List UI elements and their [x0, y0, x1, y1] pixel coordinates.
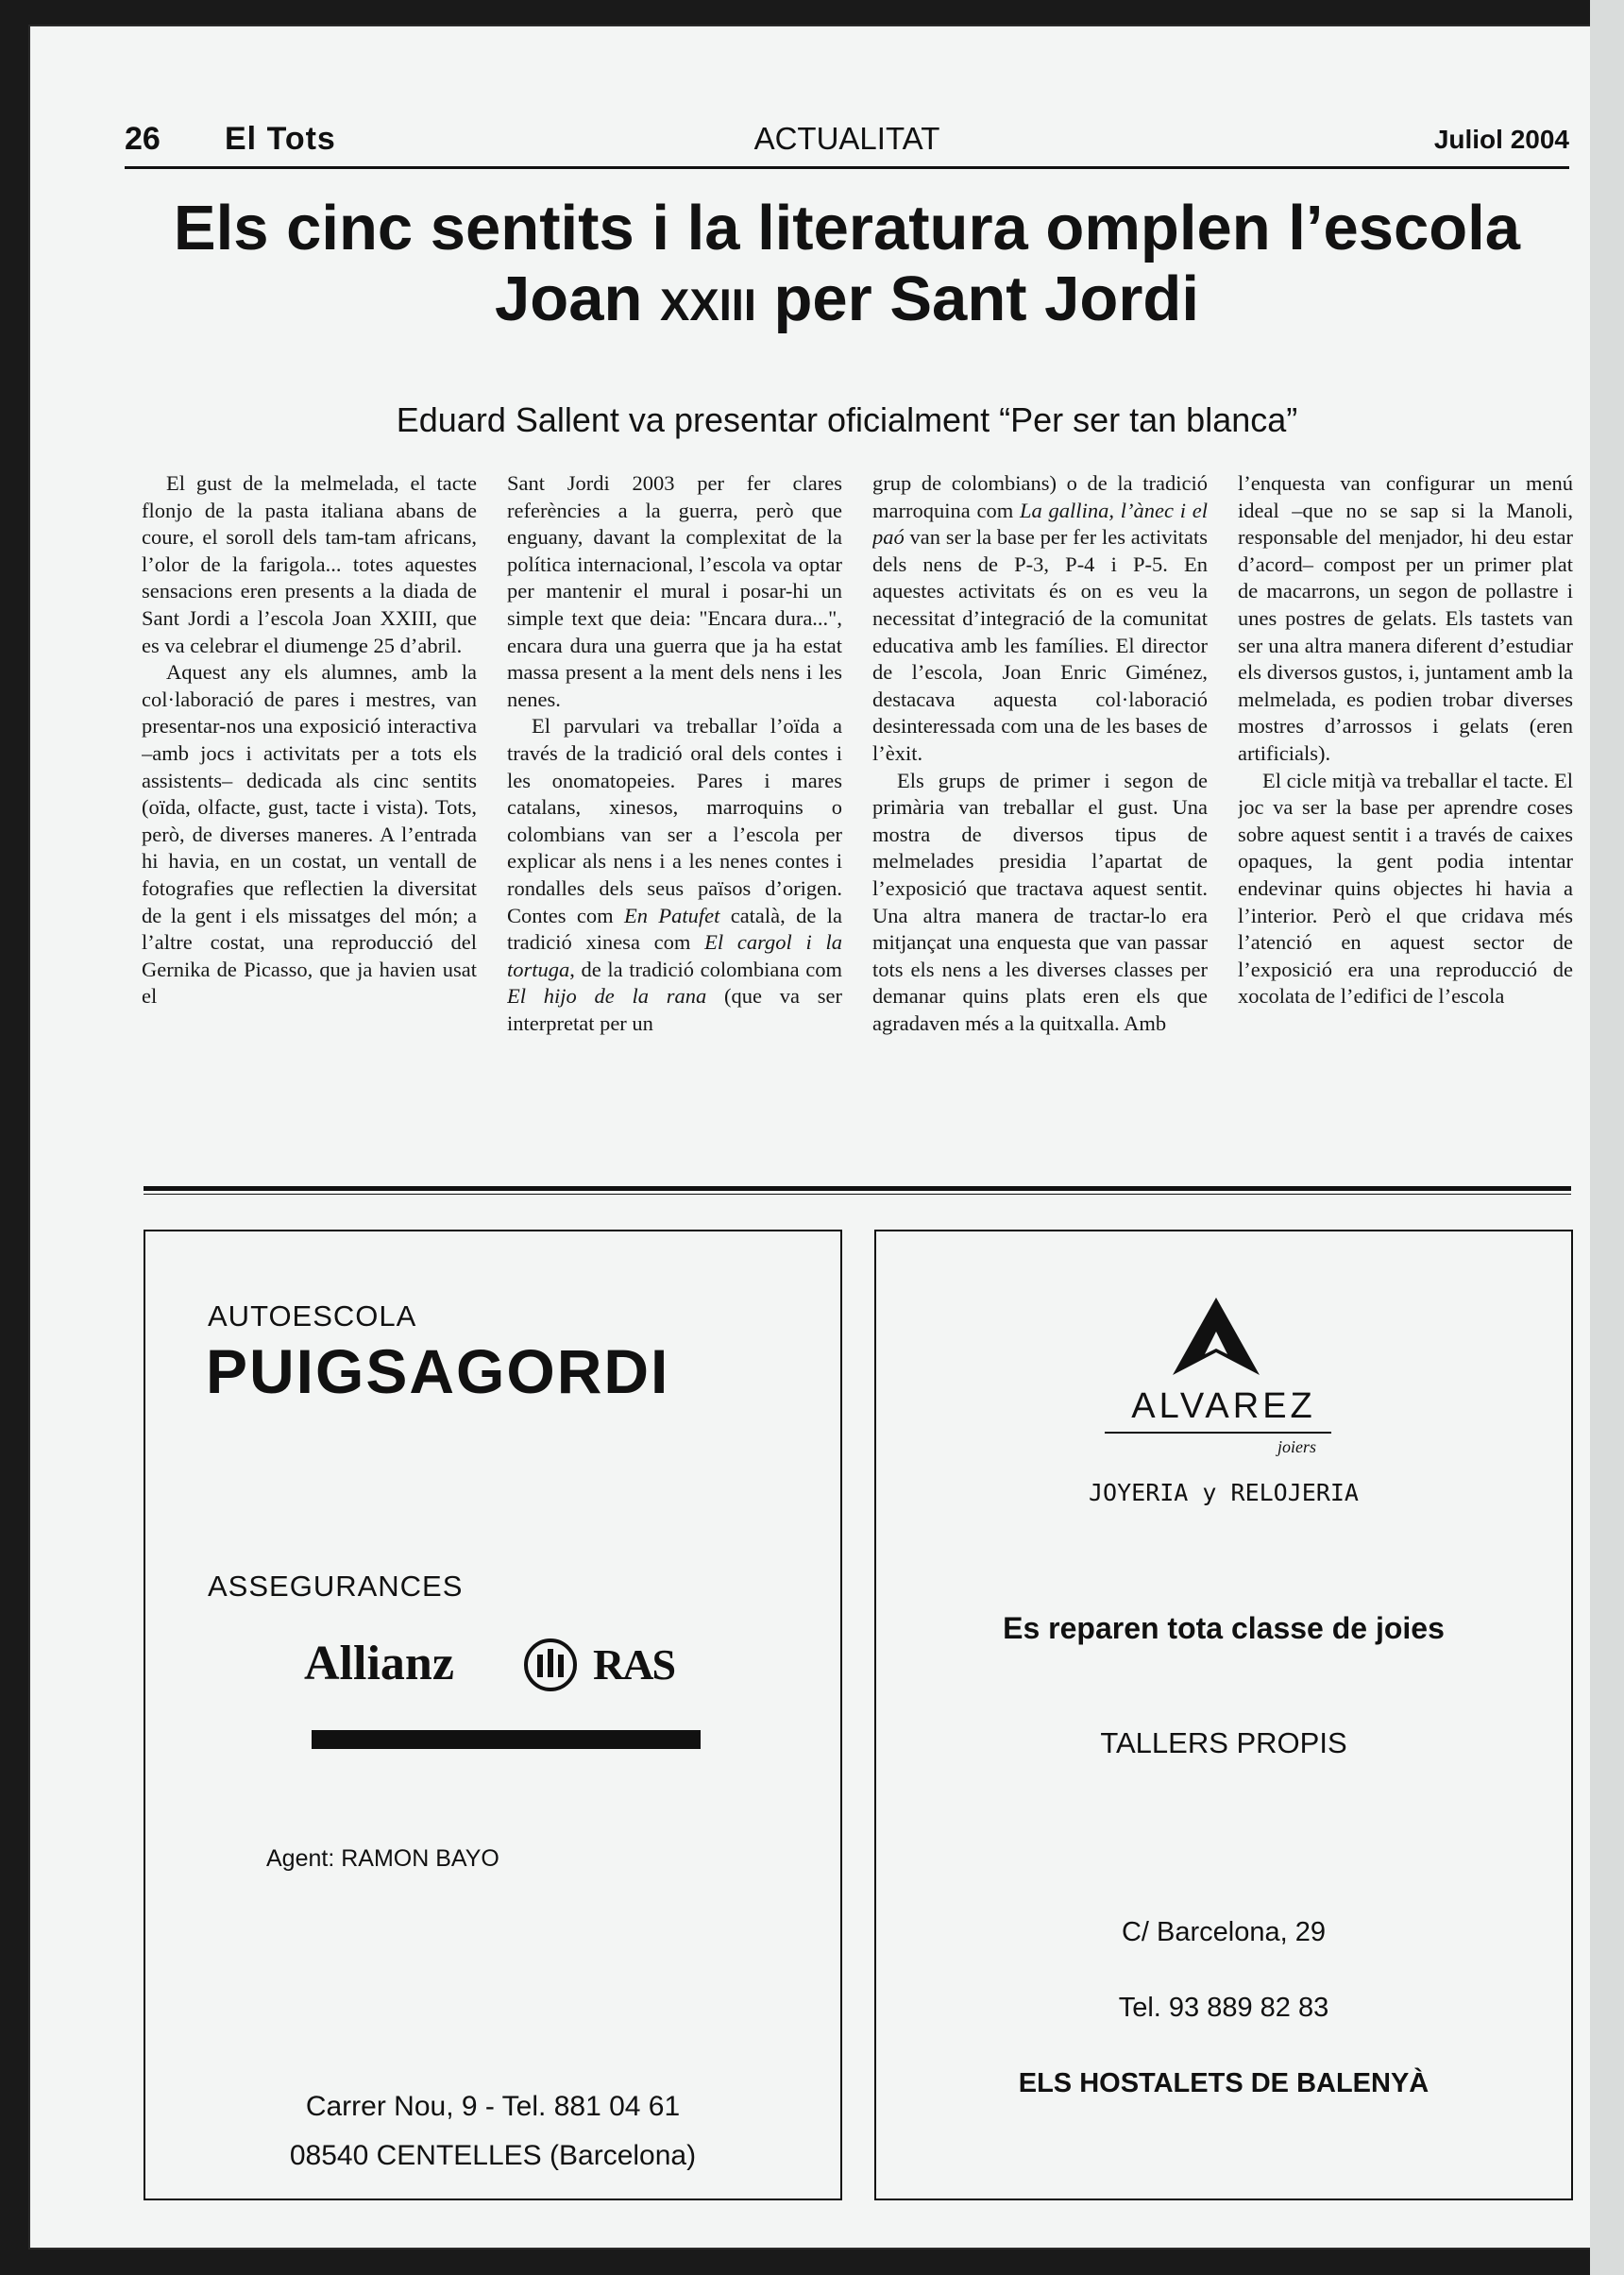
paragraph: Els grups de primer i segon de primària van treballar el gust. Una mostra de diversos tipus de melmelades presidia l’apartat de l’exposició que tractava aquest sentit. Una altra manera de tractar-lo era mitjançat una enquesta que van passar tots els nens a les diverses classes per demanar quins plats eren els que agradaven més a la quitxalla. Amb: [872, 768, 1208, 1035]
ad-workshops: TALLERS PROPIS: [1100, 1726, 1347, 1759]
paragraph: Sant Jordi 2003 per fer clares referències a la guerra, però que enguany, davant la complexitat de la política internacional, l’escola va optar per mantenir el mural i posar-hi un simple text que deia: "Encara dura...", encara dura una guerra que ja ha estat massa present a la ment dels nens i les nenes.: [507, 471, 842, 711]
ad-category-label: AUTOESCOLA: [208, 1299, 417, 1333]
book-title: La gallina, l’ànec i el paó: [872, 498, 1208, 550]
paragraph: El gust de la melmelada, el tacte flonjo de la pasta italiana abans de coure, el soroll dels tam-tam africans, l’olor de la farigola... totes aquestes sensacions eren presents a la diada de Sant Jordi a l’escola Joan XXIII, que es va celebrar el diumenge 25 d’abril.: [142, 471, 477, 657]
article-column-4: [1238, 470, 1573, 1155]
allianz-wordmark: Allianz: [304, 1637, 454, 1690]
section-divider-thick: [144, 1186, 1571, 1191]
ad-address: C/ Barcelona, 29: [1121, 1917, 1326, 1947]
text-run: van ser la base per fer les activitats dels nens de P-3, P-4 i P-5. En aquestes activitats és on es veu la necessitat d’integració de la comunitat educativa amb les famílies. El director de l’escola, Joan Enric Giménez, destacava aquesta col·laboració desinteressada com una de les bases de l’èxit.: [872, 525, 1208, 765]
newspaper-page: [30, 26, 1590, 2248]
article-subheadline: Eduard Sallent va presentar oficialment “Per ser tan blanca”: [396, 400, 1298, 439]
ad-brand-subtitle: joiers: [1277, 1437, 1317, 1456]
section-divider-thin: [144, 1194, 1571, 1195]
ad-service: Es reparen tota classe de joies: [1003, 1611, 1445, 1645]
section-name: ACTUALITAT: [753, 121, 940, 156]
text-run: , de la tradició colombiana com: [569, 957, 842, 981]
ad-city: 08540 CENTELLES (Barcelona): [289, 2140, 697, 2171]
issue-date: Juliol 2004: [1433, 125, 1569, 154]
headline-line-1: Els cinc sentits i la literatura omplen l’escola: [173, 193, 1521, 263]
text-run: grup de colombians) o de la tradició marroquina com: [872, 471, 1208, 522]
alvarez-triangle-logo-icon: [1169, 1294, 1263, 1379]
ad-brand-name: ALVAREZ: [1131, 1386, 1316, 1426]
running-header: [125, 93, 1569, 157]
scan-edge: [1590, 0, 1624, 2275]
ad-category-label: ASSEGURANCES: [208, 1570, 464, 1603]
header-rule: [125, 166, 1569, 169]
ad-tagline: JOYERIA y RELOJERIA: [1089, 1479, 1359, 1506]
paragraph: Aquest any els alumnes, amb la col·laboració de pares i mestres, van presentar-nos una exposició interactiva –amb jocs i activitats per a tots els assistents– dedicada als cinc sentits (oïda, olfacte, gust, tacte i vista). Tots, però, de diverses maneres. A l’entrada hi havia, en un costat, un ventall de fotografies que reflectien la diversitat de la gent i els missatges del món; a l’altre costat, una reproducció del Gernika de Picasso, que ja havien usat el: [142, 660, 477, 1009]
book-title: El hijo de la rana: [507, 984, 707, 1009]
article-column-1: [142, 470, 477, 1155]
paragraph: l’enquesta van configurar un menú ideal –que no se sap si la Manoli, responsable del menjador, hi deu estar d’acord– compost per un primer plat de macarrons, un segon de pollastre i unes postres de gelats. Els tastets van ser una altra manera diferent d’estudiar els diversos gustos, i, juntament amb la melmelada, es podien trobar diverses mostres d’arrossos i gelats (eren artificials).: [1238, 471, 1573, 765]
headline-line-2b: xxiii: [660, 263, 756, 335]
article-column-3: [872, 470, 1208, 1155]
ad-phone: Tel. 93 889 82 83: [1118, 1993, 1329, 2023]
allianz-emblem-icon: [523, 1638, 578, 1692]
article-body: [142, 470, 1573, 1155]
publication-name: El Tots: [225, 121, 336, 157]
article-column-2: [507, 470, 842, 1155]
text-run: El parvulari va treballar l’oïda a través de la tradició oral dels contes i les onomatopeies. Pares i mares catalans, xinesos, marroquins o colombians van ser a l’escola per explicar als nens i a les nenes contes i rondalles dels seus països d’origen. Contes com: [507, 714, 842, 927]
advertisement-puigsagordi: [144, 1230, 842, 2200]
text-run: català, de la tradició xinesa com: [507, 903, 842, 955]
headline-line-2a: Joan: [495, 263, 660, 335]
decorative-bar: [312, 1730, 701, 1749]
book-title: En Patufet: [623, 903, 720, 927]
paragraph: [507, 713, 842, 1037]
paragraph: [872, 470, 1208, 768]
paragraph: El cicle mitjà va treballar el tacte. El joc va ser la base per aprendre coses sobre aquest sentit i a través de caixes opaques, la gent podia intentar endevinar quins objectes hi havia a l’interior. Però el que cridava més l’atenció en aquest sector de l’exposició era una reproducció de xocolata de l’edifici de l’escola: [1238, 768, 1573, 1009]
ras-wordmark: RAS: [593, 1640, 675, 1689]
article-headline: [125, 193, 1569, 334]
insurer-logos: [304, 1632, 701, 1707]
brand-underline: [1105, 1432, 1331, 1434]
ad-town: ELS HOSTALETS DE BALENYÀ: [1018, 2068, 1429, 2098]
text-run: (que va ser interpretat per un: [507, 984, 842, 1035]
agent-name: Agent: RAMON BAYO: [266, 1845, 499, 1872]
page-number: 26: [125, 121, 161, 157]
headline-line-2c: per Sant Jordi: [755, 263, 1199, 335]
advertisement-alvarez: [874, 1230, 1573, 2200]
book-title: El cargol i la tortuga: [507, 930, 842, 981]
ad-address: Carrer Nou, 9 - Tel. 881 04 61: [305, 2091, 681, 2122]
ad-brand-name: PUIGSAGORDI: [206, 1336, 670, 1406]
